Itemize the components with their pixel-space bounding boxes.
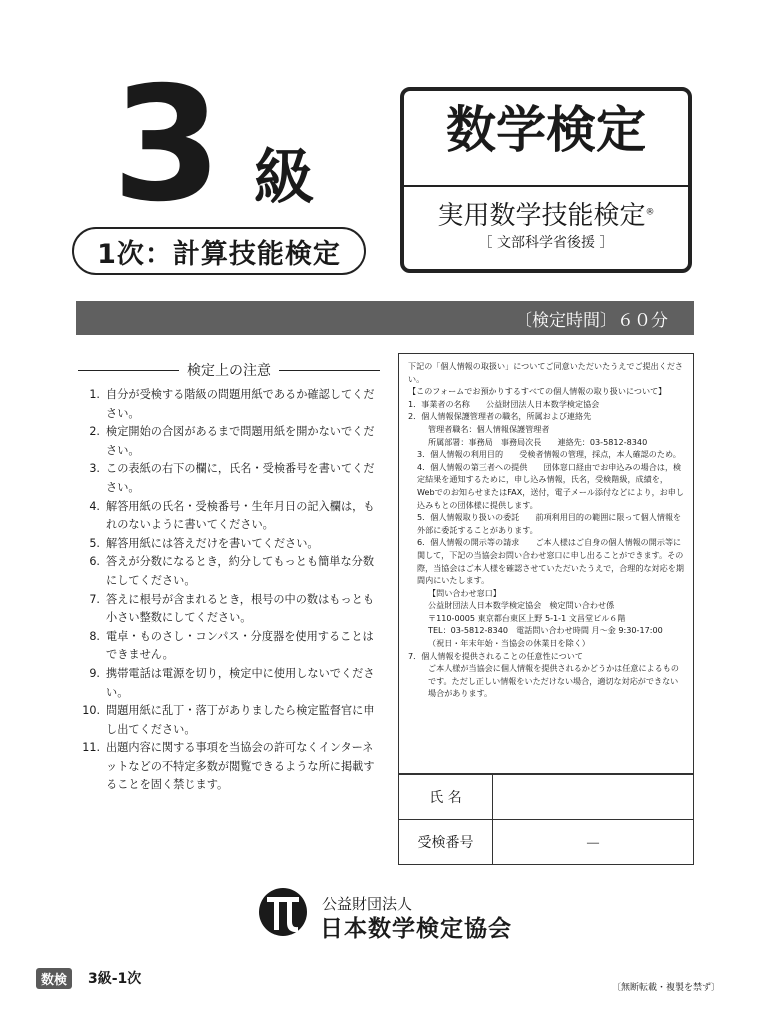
notice-item xyxy=(78,553,380,590)
brand-title: 数学検定 xyxy=(446,101,646,159)
privacy-item-6: 6．個人情報の開示等の請求 ご本人様はご自身の個人情報の開示等に関して，下記の当協会お問い合わせ窓口に申し出ることができます。その際，当協会はご本人様を確認させていただいたうえで，合理的な対応を期間内にいたします。 xyxy=(417,537,684,586)
privacy-item-7: 7．個人情報を提供されることの任意性について xyxy=(408,650,583,661)
privacy-heading: 【このフォームでお預かりするすべての個人情報の取り扱いについて】 xyxy=(408,386,667,397)
name-field[interactable] xyxy=(493,775,694,820)
notice-item xyxy=(78,591,380,628)
notice-item-text: 答えに根号が含まれるとき，根号の中の数はもっとも小さい整数にしてください。 xyxy=(106,592,375,625)
organization-type: 公益財団法人 xyxy=(322,895,413,913)
exam-number-label: 受検番号 xyxy=(399,820,493,865)
notice-item-number: 8. xyxy=(89,629,100,643)
notice-item-text: 出題内容に関する事項を当協会の許可なくインターネットなどの不特定多数が閲覧できるような所に掲載することを固く禁じます。 xyxy=(106,741,375,792)
name-row xyxy=(399,775,694,820)
number-row xyxy=(399,820,694,865)
privacy-contact-line: 公益財団法人日本数学検定協会 検定問い合わせ係 xyxy=(428,600,615,611)
exam-time-bar: 〔検定時間〕６０分 xyxy=(76,301,694,335)
notice-item xyxy=(78,665,380,702)
notice-item-number: 11. xyxy=(82,741,100,755)
brand-subtitle xyxy=(404,203,688,229)
privacy-intro: 下記の「個人情報の取扱い」についてご同意いただいたうえでご提出ください。 xyxy=(408,361,684,384)
notice-item xyxy=(78,460,380,497)
notice-item-text: 自分が受検する階級の問題用紙であるか確認してください。 xyxy=(106,388,375,420)
brand-endorsement: ［ 文部科学省後援 ］ xyxy=(478,235,614,251)
privacy-contact-line: TEL：03-5812-8340 電話問い合わせ時間 月〜金 9:30-17:00 xyxy=(428,625,663,636)
notice-item-number: 3. xyxy=(89,462,100,476)
notice-item-text: 携帯電話は電源を切り，検定中に使用しないでください。 xyxy=(106,666,375,699)
notice-item xyxy=(78,739,380,795)
notice-item xyxy=(78,702,380,739)
organization-logo-icon xyxy=(258,886,308,938)
notice-item-text: 検定開始の合図があるまで問題用紙を開かないでください。 xyxy=(106,425,375,457)
exam-subtitle-pill: 1次：計算技能検定 xyxy=(72,227,366,275)
heading-rule-left xyxy=(78,370,179,371)
registered-mark: ® xyxy=(645,207,655,218)
brand-divider xyxy=(404,185,688,187)
notice-item xyxy=(78,498,380,535)
notice-item xyxy=(78,628,380,665)
privacy-item-4: 4．個人情報の第三者への提供 団体窓口経由でお申込みの場合は，検定結果を通知するために，申し込み情報，氏名，受検階級，成績を，Webでのお知らせまたはFAX，送付，電子メール添付などにより，お申し込みもとの団体様に提供します。 xyxy=(417,461,684,510)
notice-item-number: 5. xyxy=(89,536,100,550)
footer-copyright: 〔無断転載・複製を禁ず〕 xyxy=(612,983,721,993)
examinee-info-table xyxy=(398,774,694,865)
notice-item-number: 2. xyxy=(89,425,100,439)
notice-item-text: 解答用紙の氏名・受検番号・生年月日の記入欄は，もれのないように書いてください。 xyxy=(106,499,375,532)
notice-item-text: 電卓・ものさし・コンパス・分度器を使用することはできません。 xyxy=(106,629,374,662)
grade-number: 3 xyxy=(112,53,218,237)
notice-item xyxy=(78,423,380,460)
privacy-contact-line: 〒110-0005 東京都台東区上野 5-1-1 文昌堂ビル６階 xyxy=(428,612,626,623)
notice-list xyxy=(78,386,380,795)
notice-heading-text: 検定上の注意 xyxy=(187,363,271,379)
heading-rule-right xyxy=(279,370,380,371)
notice-item-text: 問題用紙に乱丁・落丁がありましたら検定監督官に申し出てください。 xyxy=(106,704,375,736)
privacy-item-2: 2．個人情報保護管理者の職名，所属および連絡先 xyxy=(408,411,592,422)
notice-item xyxy=(78,386,380,423)
privacy-contact-line: （祝日・年末年始・当協会の休業日を除く） xyxy=(428,638,590,649)
privacy-item-7-text: ご本人様が当協会に個人情報を提供されるかどうかは任意によるものです。ただし正しい情報をいただけない場合，適切な対応ができない場合があります。 xyxy=(428,663,679,699)
privacy-item-1: 1．事業者の名称 公益財団法人日本数学検定協会 xyxy=(408,398,600,409)
brand-subtitle-text: 実用数学技能検定 xyxy=(437,201,646,231)
brand-box xyxy=(400,87,692,273)
notice-item-number: 7. xyxy=(89,592,100,606)
notice-item-number: 4. xyxy=(89,499,100,513)
notice-item-text: 答えが分数になるとき，約分してもっとも簡単な分数にしてください。 xyxy=(106,555,375,587)
organization-name: 日本数学検定協会 xyxy=(320,916,512,942)
notice-item-number: 10. xyxy=(82,704,100,718)
privacy-contact-heading: 【問い合わせ窓口】 xyxy=(428,587,501,598)
name-label: 氏 名 xyxy=(399,775,493,820)
notice-item-text: この表紙の右下の欄に，氏名・受検番号を書いてください。 xyxy=(106,462,375,494)
notice-item-text: 解答用紙には答えだけを書いてください。 xyxy=(106,536,319,550)
exam-number-field[interactable]: － xyxy=(493,820,694,865)
notice-item-number: 6. xyxy=(89,555,100,569)
privacy-item-2a: 管理者職名：個人情報保護管理者 xyxy=(428,423,550,434)
footer-level: 3級-1次 xyxy=(88,971,142,987)
privacy-item-3: 3．個人情報の利用目的 受検者情報の管理，採点，本人確認のため。 xyxy=(417,449,681,460)
footer-badge: 数検 xyxy=(36,968,72,989)
privacy-item-5: 5．個人情報取り扱いの委託 前項利用目的の範囲に限って個人情報を外部に委託することがあります。 xyxy=(417,512,682,535)
grade-unit: 級 xyxy=(254,143,314,213)
notice-item-number: 9. xyxy=(89,666,100,680)
privacy-item-2b: 所属部署：事務局 事務局次長 連絡先：03-5812-8340 xyxy=(428,436,648,447)
notice-item-number: 1. xyxy=(89,388,100,401)
notice-heading xyxy=(78,360,380,380)
notice-item xyxy=(78,535,380,554)
privacy-policy-box xyxy=(398,353,694,774)
